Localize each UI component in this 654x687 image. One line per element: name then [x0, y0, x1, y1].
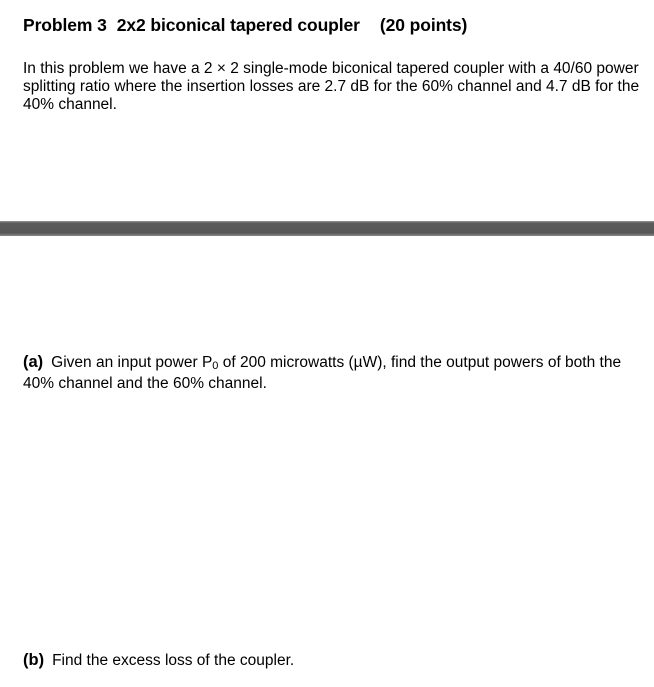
part-a-subscript: 0: [212, 360, 219, 372]
problem-title-text: 2x2 biconical tapered coupler: [116, 15, 360, 35]
part-b: [23, 651, 643, 670]
part-a-text-start: Given an input power P: [51, 354, 213, 371]
problem-title: [23, 15, 467, 36]
part-a: [23, 353, 653, 393]
section-divider: [0, 221, 654, 236]
problem-intro: In this problem we have a 2 × 2 single-mode biconical tapered coupler with a 40/60 power splitting ratio where the insertion losses are 2.7 dB for the 60% channel and 4.7 dB for the 40% channel.: [23, 60, 640, 113]
part-a-label: (a): [23, 353, 44, 371]
part-b-label: (b): [23, 651, 45, 669]
problem-number: Problem 3: [23, 15, 107, 35]
part-a-text-end: of 200 microwatts (µW), find the output powers of both the 40% channel and the 60% channel.: [23, 354, 622, 392]
part-b-text: Find the excess loss of the coupler.: [52, 652, 295, 669]
problem-points: (20 points): [379, 15, 468, 35]
